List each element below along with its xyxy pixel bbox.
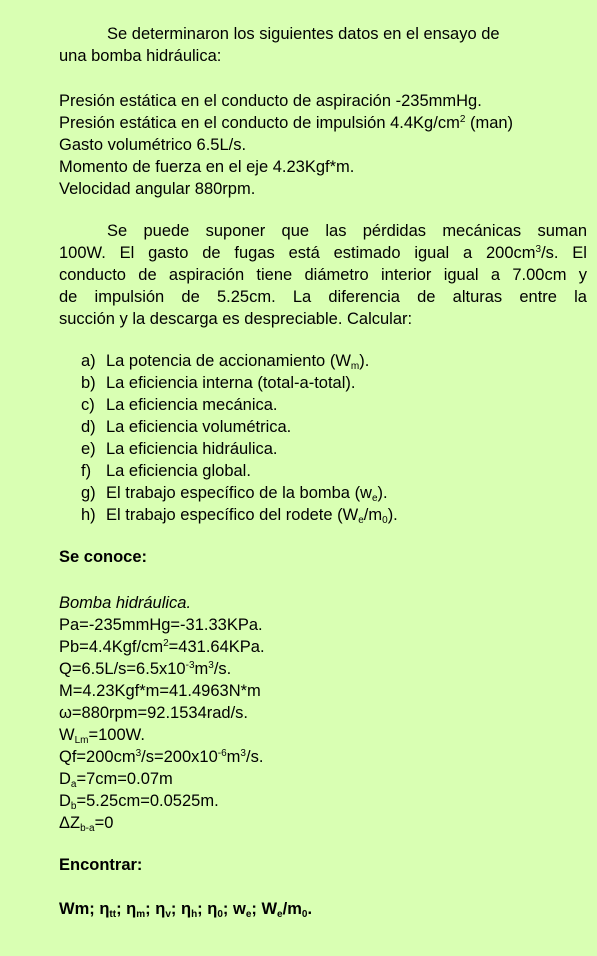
intro-line-1: Se determinaron los siguientes datos en el ensayo de <box>107 25 500 43</box>
known-pb: $Pb=4.4Kgf/cm^2=431.64KPa$. <box>59 638 265 656</box>
known-da: $D_a=7cm=0.07m$ <box>59 770 173 790</box>
known-dz: $\Delta Z_{b-a}=0$ <box>59 814 114 834</box>
find-heading: Encontrar: <box>59 856 143 874</box>
para2-line-3: conducto de aspiración tiene diámetro interior igual a 7.00cm y <box>59 266 587 284</box>
data-line-speed: Velocidad angular 880rpm. <box>59 180 256 198</box>
para2-line-2: 100W. El gasto de fugas está estimado igual a $200cm^3/s$. El <box>59 244 587 262</box>
para2-line-5: succión y la descarga es despreciable. Calcular: <box>59 310 413 328</box>
known-heading: Se conoce: <box>59 548 148 566</box>
list-item: a) La potencia de accionamiento $(W_m)$. <box>81 352 370 372</box>
data-line-suction-pressure: Presión estática en el conducto de aspiración -235mmHg. <box>59 92 482 110</box>
data-line-torque: Momento de fuerza en el eje 4.23Kgf*m. <box>59 158 355 176</box>
list-item: g) El trabajo específico de la bomba $(w_e)$. <box>81 484 388 504</box>
known-m: M=4.23Kgf*m=41.4963N*m <box>59 682 261 700</box>
list-item: b) La eficiencia interna (total-a-total). <box>81 374 356 392</box>
data-line-discharge-pressure: Presión estática en el conducto de impulsión $4.4Kg/cm^2$ (man) <box>59 114 514 132</box>
para2-line-4: de impulsión de 5.25cm. La diferencia de alturas entre la <box>59 288 587 306</box>
list-item: e) La eficiencia hidráulica. <box>81 440 278 458</box>
data-line-flow: Gasto volumétrico 6.5L/s. <box>59 136 247 154</box>
list-item: h) El trabajo específico del rodete $(W_e/m_0)$. <box>81 506 398 526</box>
list-item: f) La eficiencia global. <box>81 462 251 480</box>
para2-line-1: Se puede suponer que las pérdidas mecánicas suman <box>107 222 587 240</box>
known-omega: ω=880rpm=92.1534rad/s. <box>59 704 249 722</box>
known-subheading: Bomba hidráulica. <box>59 594 192 612</box>
list-item: c) La eficiencia mecánica. <box>81 396 278 414</box>
intro-line-2: una bomba hidráulica: <box>59 47 222 65</box>
known-wlm: $W_{Lm}=100W$. <box>59 726 145 746</box>
known-pa: Pa=-235mmHg=-31.33KPa. <box>59 616 263 634</box>
known-q: $Q=6.5L/s=6.5x10^{-3}m^3/s$. <box>59 660 232 678</box>
find-list: Wm; $\eta_{tt}$; $\eta_m$; $\eta_v$; $\eta_h$; $\eta_0$; $w_e$; $W_e/m_0$. <box>59 900 313 920</box>
known-db: $D_b=5.25cm=0.0525m$. <box>59 792 219 812</box>
known-qf: $Qf=200cm^3/s=200x10^{-6}m^3/s$. <box>59 748 264 766</box>
list-item: d) La eficiencia volumétrica. <box>81 418 292 436</box>
